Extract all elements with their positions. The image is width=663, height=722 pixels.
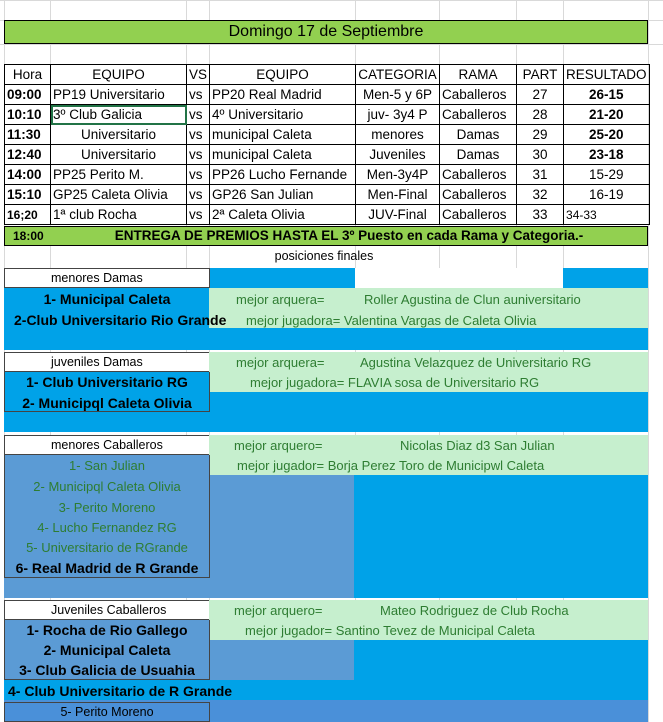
header-equipo-1: EQUIPO	[51, 65, 187, 85]
cell-hora: 11:30	[5, 125, 51, 145]
cell-hora: 09:00	[5, 85, 51, 105]
cell-resultado: 16-19	[564, 185, 650, 205]
cell-categoria: Juveniles	[356, 145, 440, 165]
cell-hora: 10:10	[5, 105, 51, 125]
cell-equipo-2: municipal Caleta	[210, 145, 356, 165]
cell-rama: Caballeros	[440, 105, 517, 125]
header-categoria: CATEGORIA	[356, 65, 440, 85]
cell-hora: 14:00	[5, 165, 51, 185]
award-line: mejor jugador= Santino Tevez de Municipal Caleta	[245, 623, 535, 638]
cell-rama: Damas	[440, 145, 517, 165]
cell-vs: vs	[187, 165, 210, 185]
award-label: mejor arquero=	[234, 438, 323, 453]
cell-categoria: Men-5 y 6P	[356, 85, 440, 105]
award-line: mejor jugador= Borja Perez Toro de Municipwl Caleta	[237, 458, 545, 473]
award-value: Agustina Velazquez de Universitario RG	[360, 355, 592, 370]
cell-categoria: Men-Final	[356, 185, 440, 205]
table-header-row	[5, 65, 650, 85]
cell-rama: Damas	[440, 125, 517, 145]
cell-equipo-1[interactable]: 3º Club Galicia	[51, 105, 187, 125]
cell-categoria: JUV-Final	[356, 205, 440, 225]
cell-resultado: 34-33	[564, 205, 650, 225]
cell-resultado: 26-15	[564, 85, 650, 105]
header-equipo-2: EQUIPO	[210, 65, 356, 85]
header-part: PART	[517, 65, 564, 85]
table-row	[5, 125, 650, 145]
cell-hora: 15:10	[5, 185, 51, 205]
cell-resultado: 23-18	[564, 145, 650, 165]
awards-text: ENTREGA DE PREMIOS HASTA EL 3º Puesto en cada Rama y Categoria.-	[114, 228, 584, 243]
juveniles-damas-title	[4, 352, 210, 372]
position-item: 2-Club Universitario Rio Grande	[14, 312, 227, 328]
cell-categoria: menores	[356, 125, 440, 145]
cell-part: 28	[517, 105, 564, 125]
cell-resultado: 21-20	[564, 105, 650, 125]
cell-vs: vs	[187, 185, 210, 205]
section-title: Juveniles Caballeros	[51, 603, 167, 617]
header-vs: VS	[187, 65, 210, 85]
awards-row	[4, 226, 648, 246]
cell-vs: vs	[187, 125, 210, 145]
position-item: 6- Real Madrid de R Grande	[15, 560, 199, 576]
position-item: 5- Perito Moreno	[60, 705, 154, 719]
juveniles-caballeros-title	[4, 600, 210, 620]
cell-equipo-1: 1ª club Rocha	[51, 205, 187, 225]
position-item: 2- Municipql Caleta Olivia	[33, 479, 181, 494]
section-title: menores Damas	[51, 271, 143, 285]
cell-vs: vs	[187, 105, 210, 125]
award-label: mejor arquera=	[236, 355, 325, 370]
header-resultado: RESULTADO	[564, 65, 650, 85]
position-item: 1- Rocha de Rio Gallego	[26, 622, 188, 638]
position-item: 4- Club Universitario de R Grande	[8, 683, 233, 699]
cell-part: 30	[517, 145, 564, 165]
position-item: 3- Perito Moreno	[58, 500, 156, 515]
cell-vs: vs	[187, 205, 210, 225]
cell-equipo-2: GP26 San Julian	[210, 185, 356, 205]
cell-rama: Caballeros	[440, 165, 517, 185]
cell-resultado: 15-29	[564, 165, 650, 185]
table-row	[5, 205, 650, 225]
cell-equipo-2: PP26 Lucho Fernande	[210, 165, 356, 185]
table-row	[5, 145, 650, 165]
cell-equipo-2: 2ª Caleta Olivia	[210, 205, 356, 225]
award-line: mejor jugadora= FLAVIA sosa de Universitario RG	[250, 375, 540, 390]
menores-caballeros-title	[4, 435, 210, 455]
menores-damas-title	[4, 268, 210, 288]
cell-vs: vs	[187, 85, 210, 105]
cell-rama: Caballeros	[440, 185, 517, 205]
position-item: 1- Municipal Caleta	[43, 291, 171, 307]
cell-part: 33	[517, 205, 564, 225]
table-row	[5, 85, 650, 105]
cell-equipo-1: PP25 Perito M.	[51, 165, 187, 185]
cell-part: 27	[517, 85, 564, 105]
award-label: mejor arquero=	[234, 603, 323, 618]
cell-equipo-1: PP19 Universitario	[51, 85, 187, 105]
table-row	[5, 185, 650, 205]
header-rama: RAMA	[440, 65, 517, 85]
cell-equipo-2: municipal Caleta	[210, 125, 356, 145]
page-title: Domingo 17 de Septiembre	[4, 20, 648, 44]
award-line: mejor jugadora= Valentina Vargas de Caleta Olivia	[246, 313, 537, 328]
cell-equipo-2: PP20 Real Madrid	[210, 85, 356, 105]
schedule-table	[4, 64, 650, 225]
cell-rama: Caballeros	[440, 205, 517, 225]
section-title: menores Caballeros	[51, 438, 163, 452]
table-row	[5, 105, 650, 125]
cell-part: 31	[517, 165, 564, 185]
position-item: 3- Club Galicia de Usuahia	[19, 662, 195, 678]
award-value: Roller Agustina de Clun auniversitario	[364, 292, 581, 307]
section-title: juveniles Damas	[51, 355, 143, 369]
positions-title: posiciones finales	[274, 249, 374, 263]
position-item: 5- Universitario de RGrande	[26, 540, 188, 555]
position-item: 2- Municipal Caleta	[43, 642, 171, 658]
award-value: Nicolas Diaz d3 San Julian	[400, 438, 555, 453]
cell-hora: 16;20	[5, 205, 51, 225]
cell-equipo-2: 4º Universitario	[210, 105, 356, 125]
white-gap	[355, 268, 563, 288]
cell-vs: vs	[187, 145, 210, 165]
cell-equipo-1: Universitario	[51, 125, 187, 145]
cell-rama: Caballeros	[440, 85, 517, 105]
header-hora: Hora	[5, 65, 51, 85]
position-item: 1- Club Universitario RG	[26, 374, 188, 390]
cell-hora: 12:40	[5, 145, 51, 165]
award-value: Mateo Rodriguez de Club Rocha	[380, 603, 569, 618]
cell-categoria: Men-3y4P	[356, 165, 440, 185]
position-item: 1- San Julian	[69, 458, 145, 473]
cell-equipo-1: Universitario	[51, 145, 187, 165]
position-item: 2- Municipql Caleta Olivia	[22, 395, 192, 411]
cell-equipo-1: GP25 Caleta Olivia	[51, 185, 187, 205]
cell-resultado: 25-20	[564, 125, 650, 145]
position-item: 4- Lucho Fernandez RG	[37, 520, 177, 535]
cell-part: 32	[517, 185, 564, 205]
awards-time: 18:00	[13, 229, 44, 243]
award-label: mejor arquera=	[236, 292, 325, 307]
cell-categoria: juv- 3y4 P	[356, 105, 440, 125]
table-row	[5, 165, 650, 185]
cell-part: 29	[517, 125, 564, 145]
